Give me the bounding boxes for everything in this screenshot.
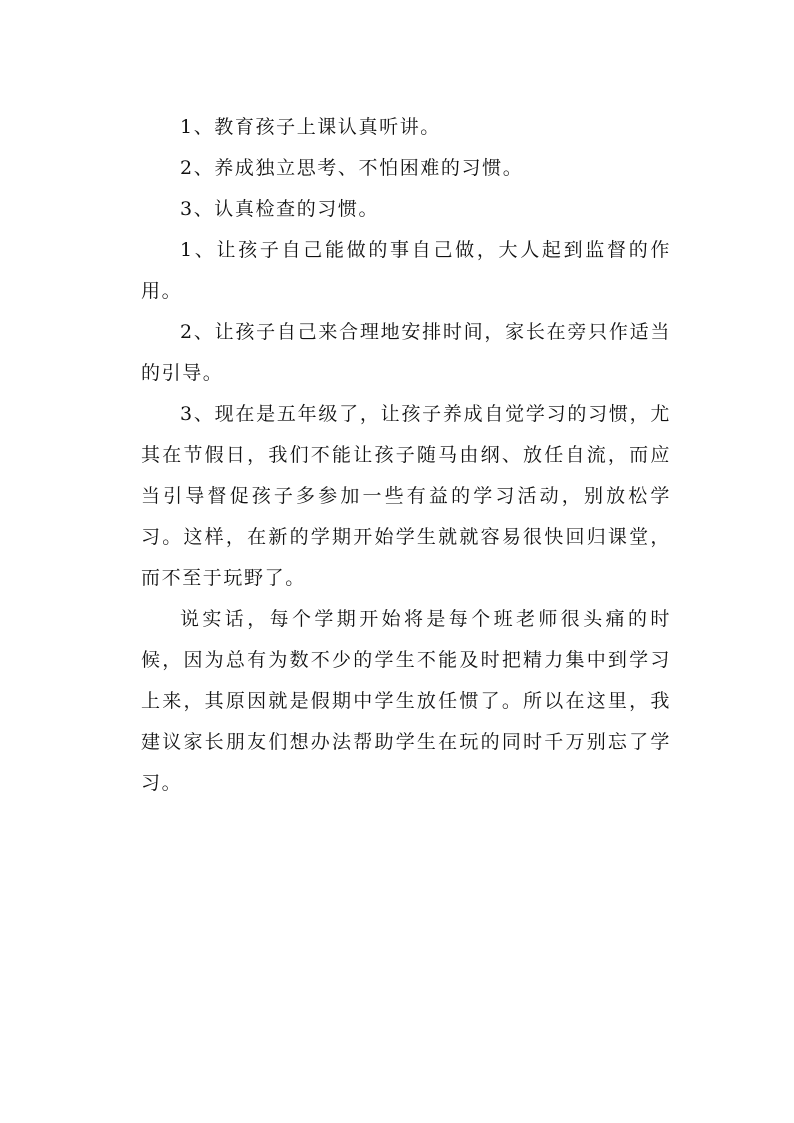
paragraph-self-study: 3、现在是五年级了，让孩子养成自觉学习的习惯，尤其在节假日，我们不能让孩子随马由纲、放任自流，而应当引导督促孩子多参加一些有益的学习活动，别放松学习。这样，在新的学期开始学生就就容易很快回归课堂，而不至于玩野了。	[141, 403, 671, 589]
paragraph-advice: 说实话，每个学期开始将是每个班老师很头痛的时候，因为总有为数不少的学生不能及时把精力集中到学习上来，其原因就是假期中学生放任惯了。所以在这里，我建议家长朋友们想办法帮助学生在玩的同时千万别忘了学习。	[141, 608, 671, 794]
paragraph-time-management: 2、让孩子自己来合理地安排时间，家长在旁只作适当的引导。	[141, 321, 671, 384]
document-body	[141, 107, 671, 804]
paragraph-habit-checking: 3、认真检查的习惯。	[180, 198, 380, 220]
paragraph-self-reliance: 1、让孩子自己能做的事自己做，大人起到监督的作用。	[141, 239, 671, 302]
paragraph-habit-thinking: 2、养成独立思考、不怕困难的习惯。	[180, 157, 524, 179]
paragraph-habit-listening: 1、教育孩子上课认真听讲。	[180, 116, 441, 138]
